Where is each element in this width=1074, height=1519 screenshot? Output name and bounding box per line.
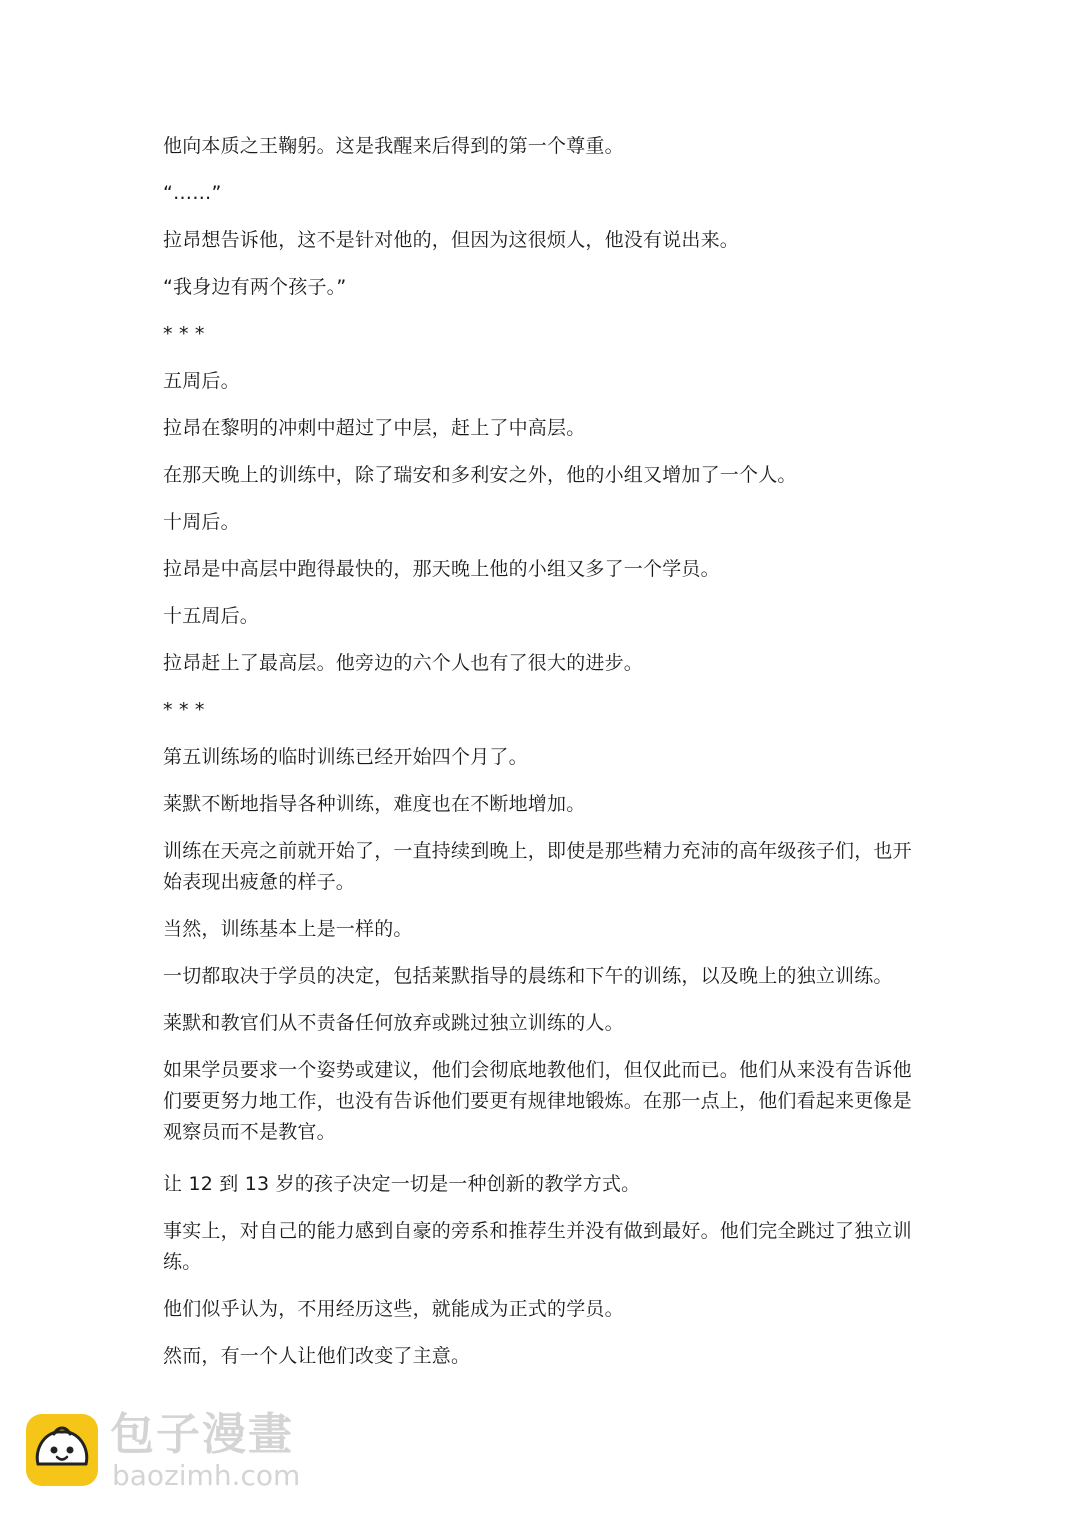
paragraph-17: 莱默和教官们从不责备任何放弃或跳过独立训练的人。 — [163, 1012, 624, 1034]
paragraph-2: “……” — [163, 182, 222, 204]
paragraph-4: “我身边有两个孩子。” — [163, 276, 347, 298]
paragraph-6: 拉昂在黎明的冲刺中超过了中层，赶上了中高层。 — [163, 417, 586, 439]
paragraph-15: 当然，训练基本上是一样的。 — [163, 918, 413, 940]
paragraph-16: 一切都取决于学员的决定，包括莱默指导的晨练和下午的训练，以及晚上的独立训练。 — [163, 965, 893, 987]
paragraph-12: 第五训练场的临时训练已经开始四个月了。 — [163, 746, 528, 768]
watermark-brand-en: baozimh.com — [112, 1459, 301, 1492]
paragraph-1: 他向本质之王鞠躬。这是我醒来后得到的第一个尊重。 — [163, 135, 624, 157]
bun-face-icon — [24, 1412, 100, 1488]
paragraph-10: 十五周后。 — [163, 605, 260, 627]
paragraph-8: 十周后。 — [163, 511, 240, 533]
paragraph-18: 如果学员要求一个姿势或建议，他们会彻底地教他们，但仅此而已。他们从来没有告诉他们要更努力地工作，也没有告诉他们要更有规律地锻炼。在那一点上，他们看起来更像是观察员而不是教官。 — [163, 1059, 912, 1143]
paragraph-7: 在那天晚上的训练中，除了瑞安和多利安之外，他的小组又增加了一个人。 — [163, 464, 797, 486]
section-break-2: * * * — [163, 699, 205, 721]
paragraph-21: 他们似乎认为，不用经历这些，就能成为正式的学员。 — [163, 1298, 624, 1320]
paragraph-9: 拉昂是中高层中跑得最快的，那天晚上他的小组又多了一个学员。 — [163, 558, 720, 580]
paragraph-3: 拉昂想告诉他，这不是针对他的，但因为这很烦人，他没有说出来。 — [163, 229, 740, 251]
paragraph-14: 训练在天亮之前就开始了，一直持续到晚上，即使是那些精力充沛的高年级孩子们，也开始表现出疲惫的样子。 — [163, 840, 912, 893]
watermark-brand-cn: 包子漫畫 — [110, 1409, 294, 1460]
paragraph-11: 拉昂赶上了最高层。他旁边的六个人也有了很大的进步。 — [163, 652, 644, 674]
paragraph-13: 莱默不断地指导各种训练，难度也在不断地增加。 — [163, 793, 586, 815]
section-break-1: * * * — [163, 323, 205, 345]
paragraph-19: 让 12 到 13 岁的孩子决定一切是一种创新的教学方式。 — [163, 1173, 641, 1195]
watermark — [24, 1409, 324, 1494]
paragraph-22: 然而，有一个人让他们改变了主意。 — [163, 1345, 471, 1367]
paragraph-20: 事实上，对自己的能力感到自豪的旁系和推荐生并没有做到最好。他们完全跳过了独立训练。 — [163, 1220, 912, 1273]
paragraph-5: 五周后。 — [163, 370, 240, 392]
